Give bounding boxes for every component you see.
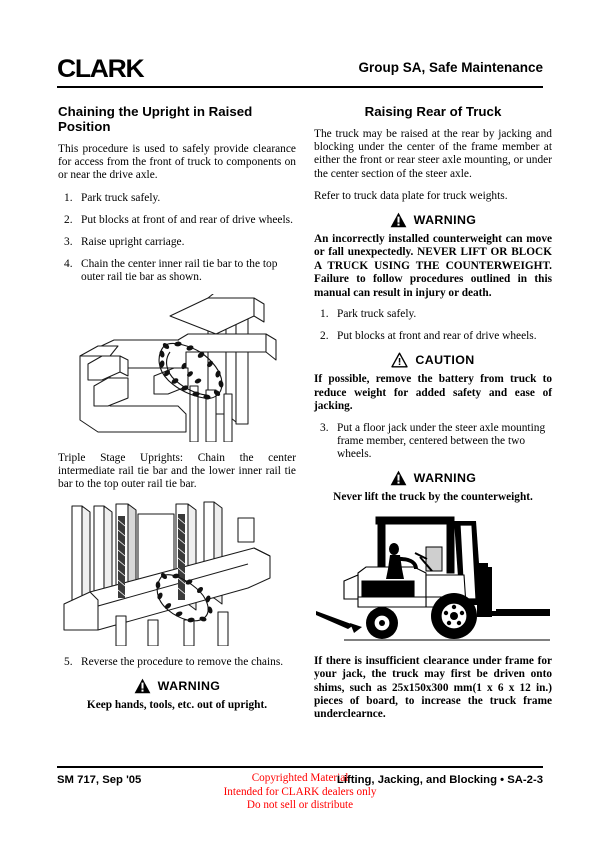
warning-label: WARNING bbox=[413, 471, 477, 486]
step-text: Raise upright carriage. bbox=[81, 236, 185, 249]
list-item bbox=[314, 330, 552, 343]
copyright-line-1: Copyrighted Material bbox=[251, 772, 349, 784]
list-item bbox=[58, 192, 296, 205]
list-item bbox=[58, 258, 296, 284]
step-text: Put blocks at front and rear of drive wheels. bbox=[337, 330, 537, 343]
page-title-left: Chaining the Upright in Raised Position bbox=[58, 104, 253, 134]
warning-triangle-filled-icon bbox=[390, 470, 407, 486]
caution-block-battery bbox=[314, 352, 552, 413]
warning-header bbox=[134, 678, 221, 694]
step-number: 5. bbox=[64, 656, 73, 669]
step-text: Reverse the procedure to remove the chains. bbox=[81, 656, 284, 669]
step-text: Chain the center inner rail tie bar to the top outer rail tie bar as shown. bbox=[81, 258, 278, 284]
copyright-line-3: Do not sell or distribute bbox=[246, 799, 354, 812]
step-text: Park truck safely. bbox=[337, 308, 417, 321]
closing-note: If there is insufficient clearance under frame for your jack, the truck may first be driven onto shims, such as 25x150x300 mm(1 x 6 x 12 in.) pieces of board, to increase the truck frame underclearnce. bbox=[314, 654, 552, 721]
warning-text: An incorrectly installed counterweight can move or fall unexpectedly. NEVER LIFT OR BLOCK A TRUCK USING THE COUNTERWEIGHT. Failure to follow procedures outlined in this manual can result in injury or death. bbox=[314, 233, 552, 299]
step-number: 1. bbox=[64, 191, 73, 204]
left-step-list-continued bbox=[58, 656, 296, 669]
step-number: 2. bbox=[64, 213, 73, 226]
header-divider bbox=[57, 86, 543, 88]
clark-logo: CLARK bbox=[57, 55, 144, 83]
forklift-truck-side-view-illustration bbox=[314, 513, 552, 645]
list-item bbox=[58, 656, 296, 669]
right-intro-paragraph: The truck may be raised at the rear by jacking and blocking under the center of the frame member at either the front or rear steer axle mounting, or under the center section of the steer axle. bbox=[314, 128, 552, 180]
caution-header bbox=[391, 352, 474, 368]
step-text: Park truck safely. bbox=[81, 191, 161, 204]
left-intro-paragraph: This procedure is used to safely provide clearance for access from the front of truck to components on or near the drive axle. bbox=[58, 143, 296, 182]
header-title: Group SA, Safe Maintenance bbox=[358, 60, 543, 75]
footer-divider bbox=[57, 766, 543, 768]
caution-triangle-outline-icon bbox=[391, 352, 408, 368]
warning-header bbox=[390, 212, 477, 228]
step-number: 1. bbox=[320, 308, 329, 321]
list-item bbox=[58, 214, 296, 227]
step-number: 2. bbox=[320, 330, 329, 343]
footer-section-label: Lifting, Jacking, and Blocking • SA-2-3 bbox=[336, 774, 543, 786]
left-column bbox=[58, 104, 296, 721]
warning-label: WARNING bbox=[413, 213, 477, 228]
step-number: 3. bbox=[64, 236, 73, 249]
figure-chain-upright bbox=[58, 294, 296, 442]
caution-text: If possible, remove the battery from truck to reduce weight for added safety and ease of jacking. bbox=[314, 373, 552, 413]
right-step-list bbox=[314, 308, 552, 343]
triple-stage-upright-chain-illustration bbox=[58, 500, 296, 646]
page-header bbox=[57, 55, 543, 89]
triple-stage-note: Triple Stage Uprights: Chain the center intermediate rail tie bar and the lower inner rail tie bar to the top outer rail tie bar. bbox=[58, 451, 296, 491]
step-text: Put blocks at front of and rear of drive wheels. bbox=[81, 213, 293, 226]
step-text: Put a floor jack under the steer axle mounting frame member, centered between the two wheels. bbox=[337, 421, 546, 461]
page-title-right: Raising Rear of Truck bbox=[364, 104, 502, 119]
step-number: 3. bbox=[320, 421, 329, 434]
warning-block-upright bbox=[58, 678, 296, 712]
warning-label: WARNING bbox=[157, 679, 221, 694]
figure-forklift bbox=[314, 513, 552, 645]
list-item bbox=[314, 422, 552, 462]
step-number: 4. bbox=[64, 258, 73, 271]
warning-text: Keep hands, tools, etc. out of upright. bbox=[86, 699, 268, 712]
data-plate-note: Refer to truck data plate for truck weights. bbox=[314, 189, 508, 202]
right-step-list-continued bbox=[314, 422, 552, 462]
right-column bbox=[314, 104, 552, 722]
warning-text: Never lift the truck by the counterweight. bbox=[333, 491, 533, 504]
warning-triangle-filled-icon bbox=[390, 212, 407, 228]
left-step-list bbox=[58, 192, 296, 285]
chain-on-upright-tie-bar-illustration bbox=[58, 294, 296, 442]
list-item bbox=[314, 308, 552, 321]
warning-block-lift bbox=[314, 470, 552, 504]
figure-triple-stage bbox=[58, 500, 296, 646]
warning-block-counterweight bbox=[314, 212, 552, 300]
warning-triangle-filled-icon bbox=[134, 678, 151, 694]
warning-header bbox=[390, 470, 477, 486]
list-item bbox=[58, 236, 296, 249]
footer-document-id: SM 717, Sep '05 bbox=[57, 774, 142, 786]
caution-label: CAUTION bbox=[415, 353, 475, 368]
copyright-line-2: Intended for CLARK dealers only bbox=[223, 785, 377, 798]
